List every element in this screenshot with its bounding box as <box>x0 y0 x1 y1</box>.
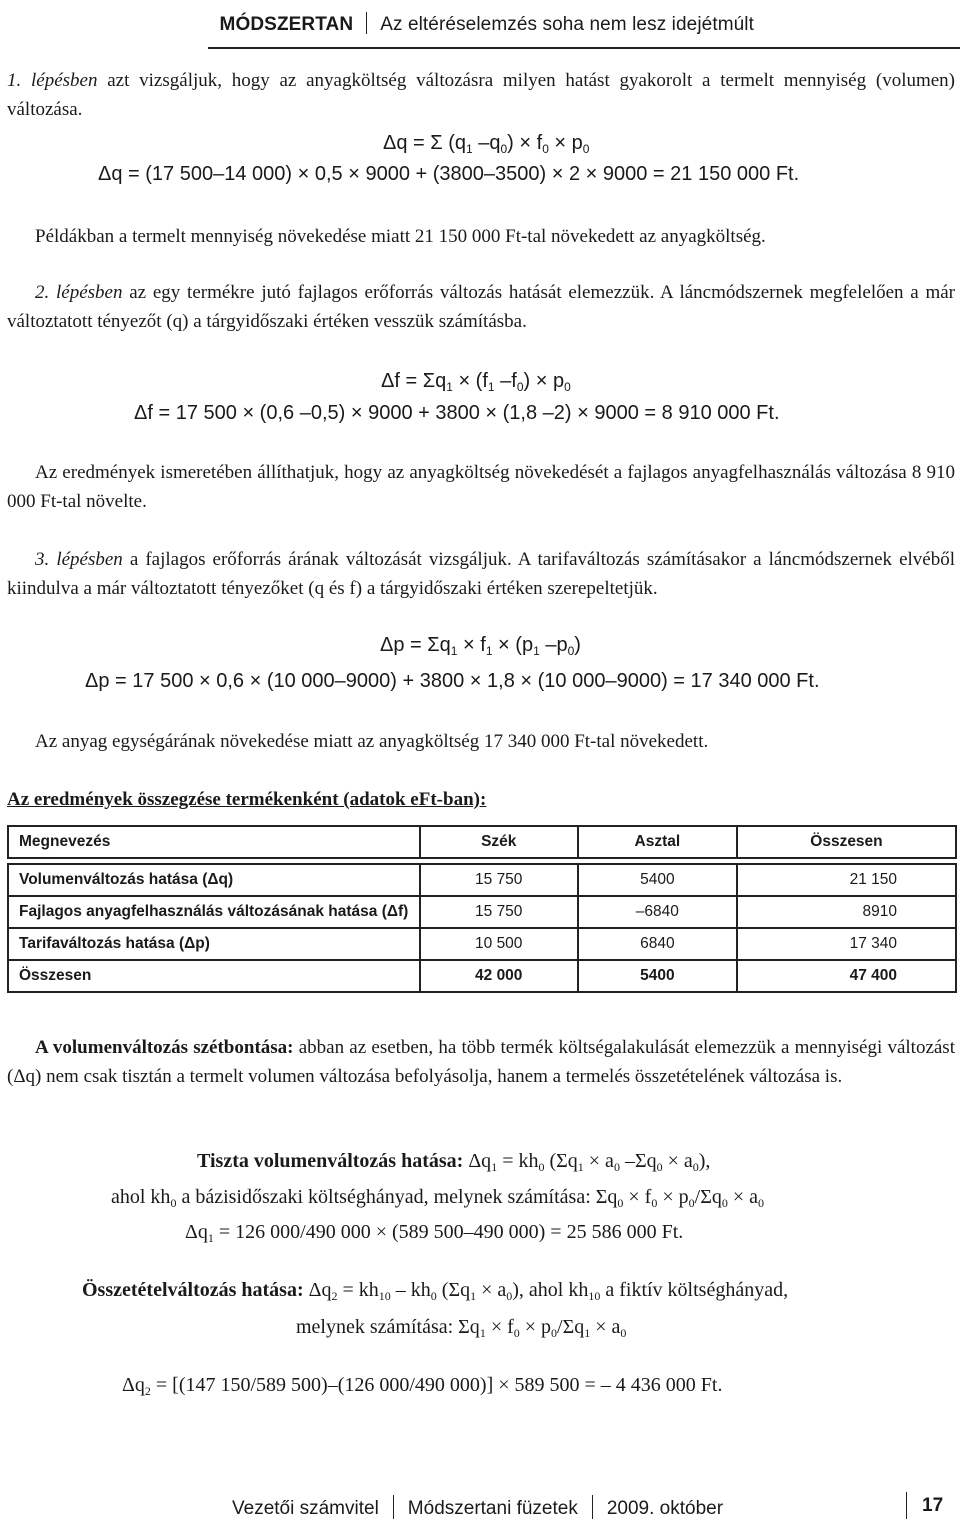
table-cell: 42 000 <box>420 960 578 992</box>
step3-word: lépésben <box>56 549 123 570</box>
osszetetel-line2: melynek számítása: $\Sigma q_1 \times f_0 \times p_0/\Sigma q_1 \times a_0$ <box>296 1316 627 1340</box>
table-cell: Volumenváltozás hatása (Δq) <box>8 864 420 896</box>
table-cell: 21 150 <box>737 864 956 896</box>
header-section: MÓDSZERTAN <box>219 14 354 35</box>
table-cell: 47 400 <box>737 960 956 992</box>
tiszta-line2: ahol $kh_0$ a bázisidőszaki költséghányad, melynek számítása: $\Sigma q_0 \times f_0 \times p_0/\Sigma q_0 \times a_0$ <box>111 1186 764 1210</box>
table-header-cell: Összesen <box>737 826 956 858</box>
table-cell: 17 340 <box>737 928 956 960</box>
table-row <box>8 928 956 960</box>
table-cell: 8910 <box>737 896 956 928</box>
eq3-formula: $\Delta p = \Sigma q_1 \times f_1 \times (p_1$ $-p_0$) <box>380 634 581 658</box>
step3-text: a fajlagos erőforrás árának változását vizsgáljuk. A tarifaváltozás számításakor a láncmódszernek elvéből kiindulva a már változtatott tényezőket (q és f) a tárgyidőszaki értéken szerepeltetjük. <box>7 549 955 599</box>
table-cell: 5400 <box>578 960 737 992</box>
step2-word: lépésben <box>56 282 123 303</box>
table-header-cell: Megnevezés <box>8 826 420 858</box>
step1-text: azt vizsgáljuk, hogy az anyagköltség változásra milyen hatást gyakorolt a termelt mennyiség (volumen) változása. <box>7 70 956 120</box>
step2-paragraph <box>7 278 955 336</box>
tiszta-line1: Tiszta volumenváltozás hatása: $\Delta q_1 = kh_0$ ($\Sigma q_1 \times a_0$ $-\Sigma q_0 \times a_0$), <box>197 1150 711 1174</box>
page-number: 17 <box>922 1495 944 1516</box>
table-row <box>8 896 956 928</box>
step3-num: 3. <box>35 549 50 570</box>
table-header-cell: Szék <box>420 826 578 858</box>
eq1-formula: Δq = Σ ($q_1$ $-q_0) \times f_0 \times p_0$ <box>383 132 590 156</box>
table-header-row <box>8 826 956 858</box>
step2-num: 2. <box>35 282 50 303</box>
step1-num: 1. <box>7 70 22 91</box>
step2-text: az egy termékre jutó fajlagos erőforrás változás hatását elemezzük. A láncmódszernek megfelelően a már változtatott tényezőt (q) a tárgyidőszaki értéken vesszük számításba. <box>7 282 956 332</box>
table-cell: Fajlagos anyagfelhasználás változásának hatása (Δf) <box>8 896 420 928</box>
table-cell: Tarifaváltozás hatása (Δp) <box>8 928 420 960</box>
summary-table <box>7 825 957 993</box>
osszetetel-line1: Összetételváltozás hatása: $\Delta q_2 = kh_{10} - kh_0$ $(\Sigma q_1 \times a_0)$, ahol $kh_{10}$ a fiktív költséghányad, <box>82 1279 789 1303</box>
table-cell: –6840 <box>578 896 737 928</box>
osszetetel-line3: $\Delta q_2 = [(147$ 150/589 500)–(126 000/490 000)] × 589 500 = – 4 436 000 Ft. <box>122 1374 723 1398</box>
header-title: Az eltéréselemzés soha nem lesz idejétmúlt <box>380 14 754 35</box>
header-rule <box>208 47 960 49</box>
volumen-bold: A volumenváltozás szétbontása: <box>35 1037 294 1058</box>
eq2-formula: $\Delta f = \Sigma q_1 \times (f_1$ $-f_0) \times p_0$ <box>381 370 571 394</box>
table-cell: 5400 <box>578 864 737 896</box>
table-cell: Összesen <box>8 960 420 992</box>
page-header <box>0 8 960 38</box>
footer-divider <box>592 1495 593 1519</box>
volumen-paragraph <box>7 1033 955 1091</box>
result3-text: Az anyag egységárának növekedése miatt az anyagköltség 17 340 000 Ft-tal növekedett. <box>35 731 709 752</box>
table-cell: 15 750 <box>420 896 578 928</box>
footer-divider <box>393 1495 394 1519</box>
result1-text: Példákban a termelt mennyiség növekedése miatt 21 150 000 Ft-tal növekedett az anyagköltség. <box>35 226 766 247</box>
footer-item: 2009. október <box>606 1498 724 1519</box>
footer-item: Módszertani füzetek <box>407 1498 578 1519</box>
table-cell: 15 750 <box>420 864 578 896</box>
table-header-cell: Asztal <box>578 826 737 858</box>
header-divider <box>366 12 367 34</box>
step3-paragraph <box>7 545 955 603</box>
eq2-calc: Δf = 17 500 × (0,6 –0,5) × 9000 + 3800 × (1,8 –2) × 9000 = 8 910 000 Ft. <box>134 402 780 424</box>
tiszta-line3: $\Delta q_1 = 126$ 000/490 000 × (589 500–490 000) = 25 586 000 Ft. <box>185 1221 684 1245</box>
summary-heading: Az eredmények összegzése termékenként (adatok eFt-ban): <box>7 789 487 810</box>
eq1-calc: Δq = (17 500–14 000) × 0,5 × 9000 + (3800–3500) × 2 × 9000 = 21 150 000 Ft. <box>98 163 800 185</box>
step1-paragraph <box>7 66 955 124</box>
result2-text: Az eredmények ismeretében állíthatjuk, hogy az anyagköltség növekedését a fajlagos anyagfelhasználás változása 8 910 000 Ft-tal növelte. <box>7 462 955 512</box>
table-cell: 6840 <box>578 928 737 960</box>
table-row <box>8 864 956 896</box>
step1-word: lépésben <box>31 70 98 91</box>
table-total-row <box>8 960 956 992</box>
table-cell: 10 500 <box>420 928 578 960</box>
page-number-divider <box>906 1492 907 1519</box>
volumen-text: abban az esetben, ha több termék költségalakulását elemezzük a mennyiségi változást (Δq) nem csak tisztán a termelt volumen változása befolyásolja, hanem a termelés összetételének változása is. <box>7 1037 955 1087</box>
eq3-calc: Δp = 17 500 × 0,6 × (10 000–9000) + 3800 × 1,8 × (10 000–9000) = 17 340 000 Ft. <box>85 670 820 692</box>
footer-item: Vezetői számvitel <box>232 1498 379 1519</box>
